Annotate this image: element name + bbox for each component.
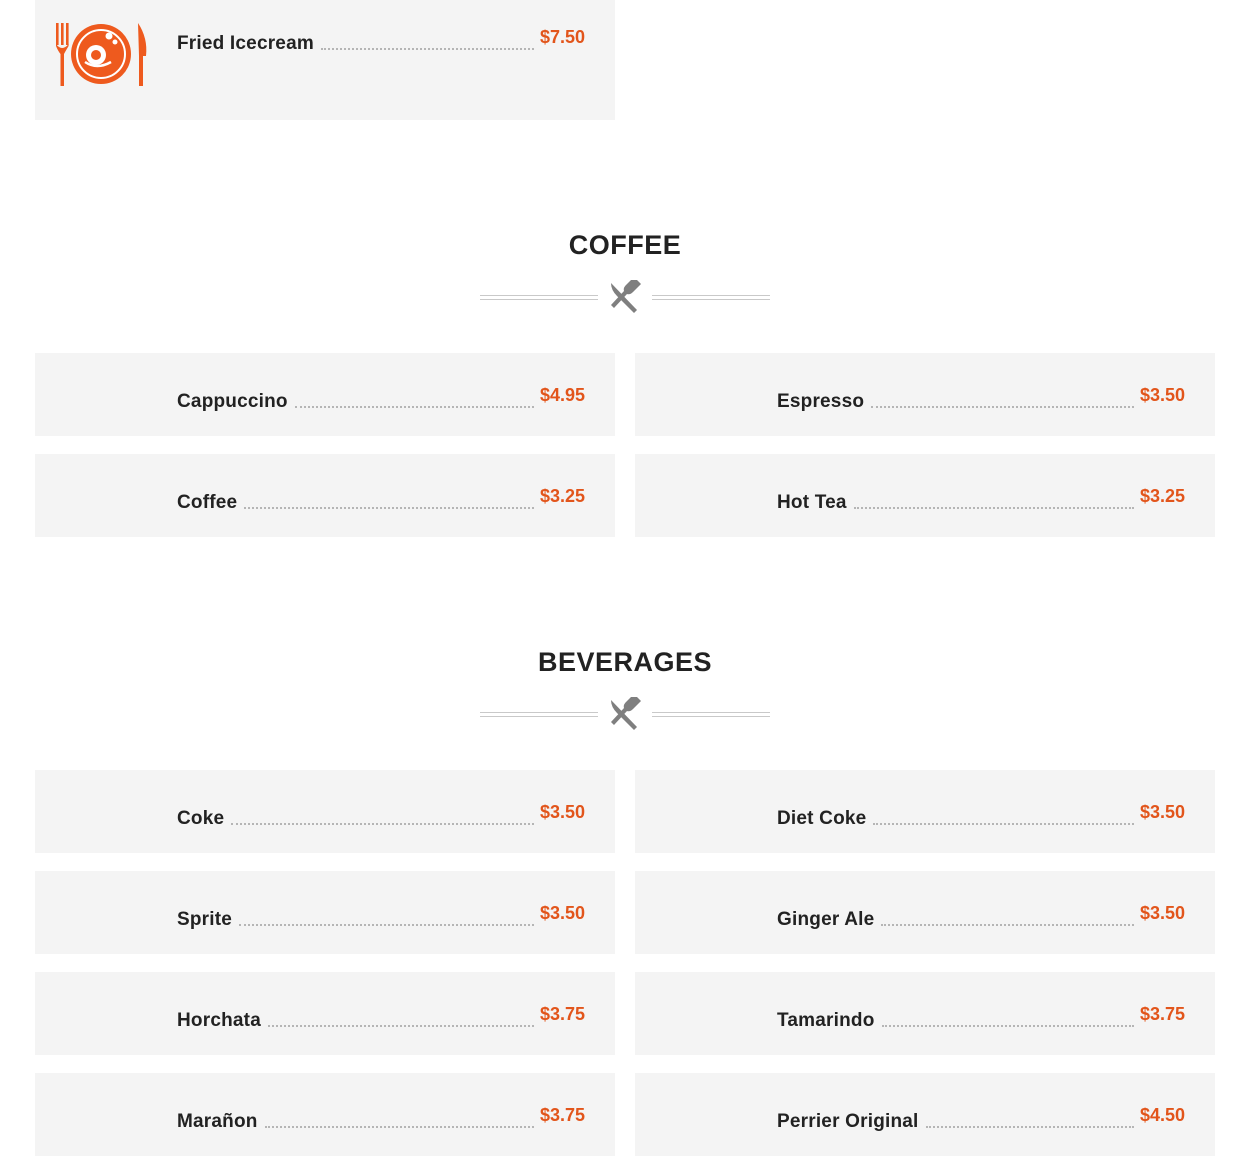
menu-item-price: $3.50 — [1139, 385, 1185, 405]
menu-item-name: Cappuccino — [177, 391, 288, 412]
dotted-leader — [321, 23, 534, 50]
menu-item-card[interactable] — [35, 454, 615, 537]
menu-item-name: Coffee — [177, 492, 238, 513]
menu-item-price: $3.75 — [539, 1004, 585, 1024]
crossed-fork-knife-icon — [608, 280, 642, 314]
menu-item-name: Horchata — [177, 1010, 261, 1031]
menu-item-name: Espresso — [777, 391, 865, 412]
menu-item-price: $7.50 — [539, 27, 585, 47]
menu-item-name: Tamarindo — [777, 1010, 875, 1031]
plate-fork-knife-icon — [53, 18, 149, 88]
menu-item-price: $3.50 — [1139, 802, 1185, 822]
menu-item-card[interactable] — [635, 972, 1215, 1055]
menu-item-name: Ginger Ale — [777, 909, 875, 930]
dotted-leader — [268, 1000, 534, 1027]
menu-item-card[interactable] — [35, 770, 615, 853]
menu-item-name: Sprite — [177, 909, 233, 930]
dotted-leader — [244, 482, 534, 509]
menu-item-price: $3.50 — [539, 903, 585, 923]
dotted-leader — [265, 1101, 534, 1128]
menu-item-name: Marañon — [177, 1111, 258, 1132]
menu-item-price: $3.50 — [539, 802, 585, 822]
dotted-leader — [871, 381, 1134, 408]
section-title-beverages: BEVERAGES — [537, 647, 713, 677]
menu-item-name: Diet Coke — [777, 808, 867, 829]
menu-item-name: Perrier Original — [777, 1111, 919, 1132]
menu-item-card[interactable] — [635, 454, 1215, 537]
menu-item-price: $3.50 — [1139, 903, 1185, 923]
dotted-leader — [231, 798, 534, 825]
dotted-leader — [882, 1000, 1134, 1027]
dotted-leader — [239, 899, 534, 926]
section-divider — [480, 280, 770, 316]
menu-item-card[interactable] — [635, 353, 1215, 436]
menu-item-card[interactable] — [35, 972, 615, 1055]
menu-item-card[interactable] — [35, 871, 615, 954]
menu-item-price: $3.25 — [1139, 486, 1185, 506]
menu-item-card[interactable] — [635, 770, 1215, 853]
menu-item-price: $3.75 — [539, 1105, 585, 1125]
menu-item-card[interactable] — [35, 0, 615, 120]
menu-item-card[interactable] — [35, 353, 615, 436]
dotted-leader — [854, 482, 1134, 509]
menu-item-card[interactable] — [635, 871, 1215, 954]
menu-item-price: $3.25 — [539, 486, 585, 506]
menu-item-card[interactable] — [35, 1073, 615, 1156]
menu-item-name: Hot Tea — [777, 492, 847, 513]
menu-item-price: $4.50 — [1139, 1105, 1185, 1125]
section-title-coffee: COFFEE — [568, 230, 682, 260]
dotted-leader — [926, 1101, 1134, 1128]
menu-item-card[interactable] — [635, 1073, 1215, 1156]
dotted-leader — [873, 798, 1134, 825]
menu-item-price: $4.95 — [539, 385, 585, 405]
crossed-fork-knife-icon — [608, 697, 642, 731]
dotted-leader — [295, 381, 534, 408]
menu-item-price: $3.75 — [1139, 1004, 1185, 1024]
dotted-leader — [881, 899, 1134, 926]
menu-item-name: Fried Icecream — [177, 33, 314, 54]
menu-item-name: Coke — [177, 808, 225, 829]
section-divider — [480, 697, 770, 733]
